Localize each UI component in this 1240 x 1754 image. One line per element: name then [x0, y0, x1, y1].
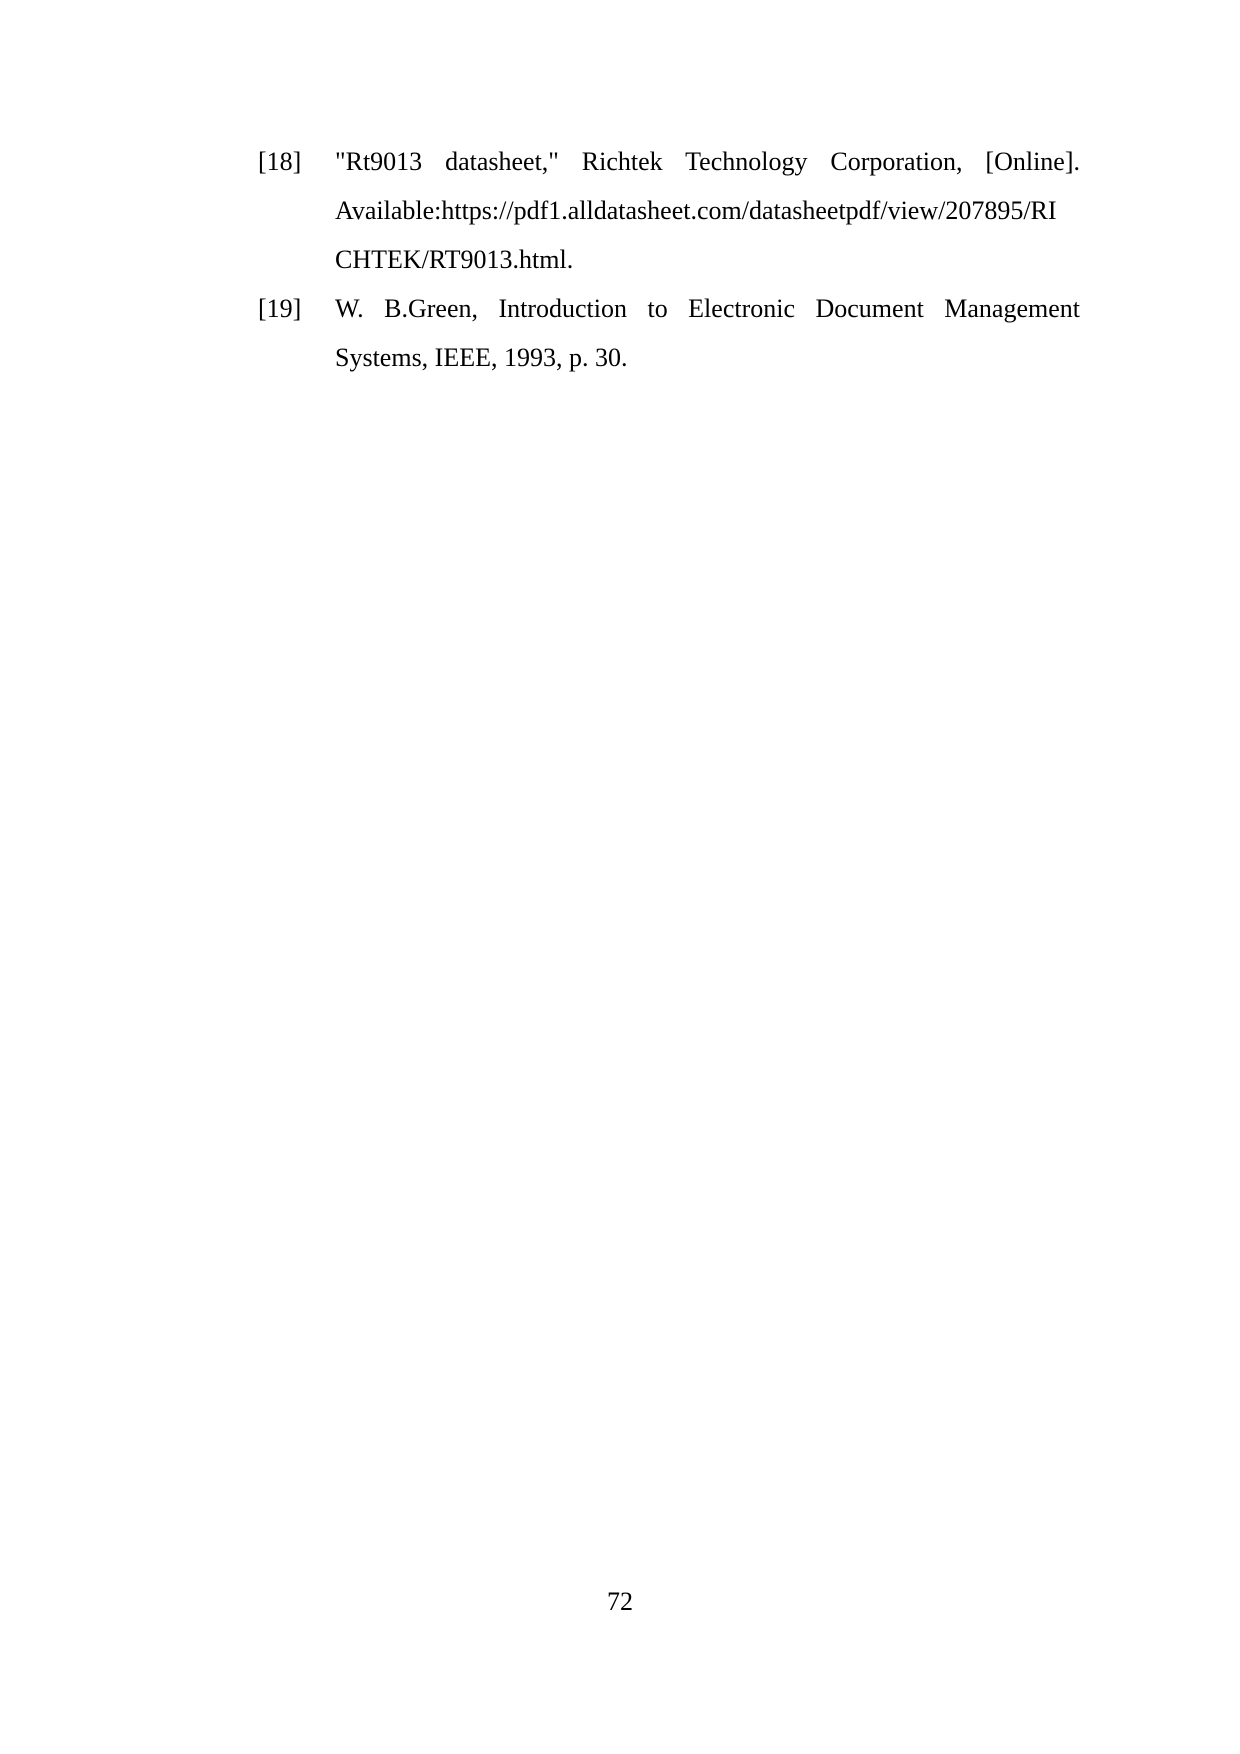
- reference-line: Systems, IEEE, 1993, p. 30.: [335, 343, 628, 372]
- reference-line: "Rt9013 datasheet," Richtek Technology Corporation, [Online].: [335, 147, 1080, 176]
- reference-number: [18]: [258, 147, 302, 176]
- reference-number: [19]: [258, 294, 302, 323]
- reference-line: CHTEK/RT9013.html.: [335, 245, 574, 274]
- reference-line: W. B.Green, Introduction to Electronic Document Management: [335, 294, 1080, 323]
- reference-entry-18: [258, 137, 1080, 284]
- reference-text: [335, 284, 1080, 382]
- references-list: [258, 137, 1080, 382]
- page-footer: [0, 1577, 1240, 1626]
- page-number: 72: [607, 1587, 633, 1616]
- reference-line: Available:https://pdf1.alldatasheet.com/datasheetpdf/view/207895/RI: [335, 196, 1057, 225]
- reference-entry-19: [258, 284, 1080, 382]
- reference-text: [335, 137, 1080, 284]
